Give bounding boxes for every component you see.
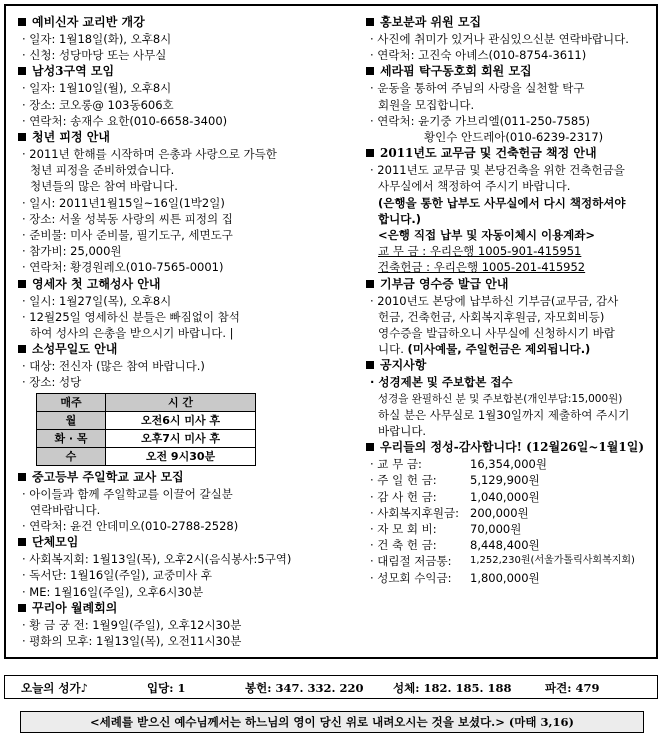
text-line: · 연락처: 고진숙 아녜스(010-8754-3611) (370, 48, 587, 63)
text-line: 성경을 완필하신 분 및 주보합본(개인부담:15,000원) (378, 392, 623, 405)
section-title: 청년 피정 안내 (16, 129, 338, 146)
section-title: 중고등부 주일학교 교사 모집 (16, 469, 338, 486)
offerings-list (364, 456, 654, 586)
offering-row (364, 521, 654, 537)
hymn-bar (4, 675, 658, 699)
offering-label: · 대림절 저금통: (370, 554, 452, 569)
announcement-subtitle: · 성경제본 및 주보합본 접수 (370, 375, 513, 390)
square-bullet-icon (366, 280, 374, 288)
exclusion-note: (미사예물, 주일헌금은 제외됩니다.) (407, 342, 591, 357)
text-line: · 장소: 코오롱@ 103동606호 (22, 97, 174, 112)
section-donation-receipt (364, 276, 654, 358)
offering-label: · 주 일 헌 금: (370, 473, 437, 488)
square-bullet-icon (18, 538, 26, 546)
text-line: · 12월25일 영세하신 분들은 빠짐없이 참석 (22, 309, 240, 324)
section-dues-building-fund (364, 145, 654, 275)
offering-amount: 1,252,230원(서울가톨릭사회복지회) (470, 555, 635, 567)
table-row (37, 447, 256, 465)
text-line: 청년들의 많은 참여 바랍니다. (30, 179, 178, 194)
offering-label: · 사회복지후원금: (370, 505, 459, 520)
notice-text: 합니다.) (378, 211, 421, 226)
section-curia-meeting (16, 600, 338, 649)
bank-accounts-title: <은행 직접 납부 및 자동이체시 이용계좌> (378, 228, 596, 243)
offering-amount: 1,800,000원 (470, 570, 540, 585)
square-bullet-icon (18, 604, 26, 612)
section-title: 2011년도 교무금 및 건축헌금 책정 안내 (364, 145, 654, 162)
offering-row (364, 570, 654, 586)
table-cell-day: 수 (37, 447, 106, 465)
left-column (16, 14, 338, 649)
square-bullet-icon (18, 280, 26, 288)
text-line: · 아이들과 함께 주일학교를 이끌어 갈실분 (22, 486, 233, 501)
offering-amount: 16,354,000원 (470, 457, 547, 472)
text-line: · 참가비: 25,000원 (22, 244, 122, 259)
table-cell-time: 오전6시 미사 후 (106, 411, 256, 429)
section-first-confession (16, 276, 338, 342)
text-line: · 사회복지회: 1월13일(목), 오후2시(음식봉사:5구역) (22, 552, 292, 567)
offering-row (364, 472, 654, 488)
text-line: · ME: 1월16일(주일), 오후6시30분 (22, 584, 204, 599)
section-announcements (364, 357, 654, 439)
offering-row (364, 537, 654, 553)
text-line: · 평화의 모후: 1월13일(목), 오전11시30분 (22, 634, 242, 649)
text-line: · 2010년도 본당에 납부하신 기부금(교무금, 감사 (370, 293, 619, 308)
section-title: 꾸리아 월례회의 (16, 600, 338, 617)
text-line: · 운동을 통하여 주님의 사랑을 실천할 탁구 (370, 81, 585, 96)
section-mens-district-meeting (16, 63, 338, 129)
section-sunday-school-teachers (16, 469, 338, 535)
offering-label: · 교 무 금: (370, 457, 422, 472)
section-title: 우리들의 정성-감사합니다! (12월26일~1월1일) (364, 439, 654, 456)
right-column (364, 14, 654, 586)
section-table-tennis-club (364, 63, 654, 145)
offering-label: · 자 모 회 비: (370, 522, 437, 537)
hymn-offertory: 봉헌: 347. 332. 220 (245, 681, 364, 695)
text-line: · 일자: 1월18일(화), 오후8시 (22, 32, 172, 46)
text-line: · 연락처: 윤기중 가브리엘(011-250-7585) (370, 113, 591, 128)
table-row (37, 411, 256, 429)
section-title: 홍보분과 위원 모집 (364, 14, 654, 31)
section-liturgy-of-hours (16, 341, 338, 465)
scripture-verse: <세례를 받으신 예수님께서는 하느님의 영이 당신 위로 내려오시는 것을 보셨다.> (마태 3,16) (20, 711, 644, 733)
table-cell-day: 월 (37, 411, 106, 429)
text-line: · 장소: 서울 성북동 사랑의 씨튼 피정의 집 (22, 211, 233, 226)
text-line: · 독서단: 1월16일(주일), 교중미사 후 (22, 568, 213, 583)
text-line: · 연락처: 황경원레오(010-7565-0001) (22, 260, 224, 275)
text-line: 바랍니다. (378, 424, 427, 439)
offering-label: · 성모회 수익금: (370, 570, 452, 585)
text-line: · 2011년 한해를 시작하며 은총과 사랑으로 가득한 (22, 147, 277, 162)
square-bullet-icon (366, 67, 374, 75)
offering-row (364, 456, 654, 472)
table-cell-day: 화 · 목 (37, 429, 106, 447)
notice-text: (은행을 통한 납부도 사무실에서 다시 책정하셔야 (378, 195, 626, 210)
text-line: · 일시: 2011년1월15일~16일(1박2일) (22, 195, 225, 210)
square-bullet-icon (18, 133, 26, 141)
table-row (37, 429, 256, 447)
square-bullet-icon (18, 67, 26, 75)
bank-account-line: 건축헌금 : 우리은행 1005-201-415952 (378, 260, 586, 275)
section-title: 남성3구역 모임 (16, 63, 338, 80)
bank-account-line: 교 무 금 : 우리은행 1005-901-415951 (378, 244, 582, 259)
section-title: 기부금 영수증 발급 안내 (364, 276, 654, 293)
table-header-row (37, 393, 256, 411)
text-line: · 연락처: 윤건 안데미오(010-2788-2528) (22, 519, 239, 534)
text-line: · 연락처: 송재수 요한(010-6658-3400) (22, 113, 228, 128)
offering-row (364, 505, 654, 521)
text-line: · 대상: 전신자 (많은 참여 바랍니다.) (22, 359, 205, 374)
schedule-table (36, 393, 256, 466)
section-catechumen-class (16, 14, 338, 63)
offering-amount: 1,040,000원 (470, 489, 540, 504)
square-bullet-icon (18, 473, 26, 481)
text-line: · 신청: 성당마당 또는 사무실 (22, 48, 167, 63)
square-bullet-icon (18, 18, 26, 26)
text-line: 하실 분은 사무실로 1월30일까지 제출하여 주시기 (378, 407, 630, 422)
section-title: 소성무일도 안내 (16, 341, 338, 358)
square-bullet-icon (366, 443, 374, 451)
hymn-dismissal: 파견: 479 (545, 681, 600, 695)
section-title: 세라핌 탁구동호회 회원 모집 (364, 63, 654, 80)
section-title: 예비신자 교리반 개강 (16, 14, 338, 31)
text-line: 니다. (미사예물, 주일헌금은 제외됩니다.) (378, 342, 591, 357)
section-youth-retreat (16, 129, 338, 276)
square-bullet-icon (366, 18, 374, 26)
text-line: 헌금, 건축헌금, 사회복지후원금, 자모회비등) (378, 309, 605, 324)
text-line: · 일시: 1월27일(목), 오후8시 (22, 293, 172, 308)
offering-amount: 70,000원 (470, 522, 522, 537)
section-title: 영세자 첫 고해성사 안내 (16, 276, 338, 293)
offering-amount: 5,129,900원 (470, 473, 540, 488)
hymn-title: 오늘의 성가♪ (21, 681, 88, 695)
table-cell-time: 오전 9시30분 (106, 447, 256, 465)
text-line: · 황 금 궁 전: 1월9일(주일), 오후12시30분 (22, 617, 242, 632)
section-title: 단체모임 (16, 534, 338, 551)
offering-amount: 8,448,400원 (470, 538, 540, 553)
text-line: 회원을 모집합니다. (378, 97, 475, 112)
text-line: 청년 피정을 준비하였습니다. (30, 163, 175, 178)
section-group-meetings (16, 534, 338, 600)
text-line: · 일자: 1월10일(월), 오후8시 (22, 81, 172, 96)
square-bullet-icon (366, 149, 374, 157)
offering-label: · 감 사 헌 금: (370, 489, 437, 504)
text-line: 연락바랍니다. (30, 502, 101, 517)
bulletin-frame (4, 4, 658, 659)
text-line: · 2011년도 교무금 및 본당건축을 위한 건축헌금을 (370, 163, 625, 178)
square-bullet-icon (366, 361, 374, 369)
hymn-entry: 입당: 1 (147, 681, 186, 695)
offering-row (364, 553, 654, 569)
table-cell-time: 오후7시 미사 후 (106, 429, 256, 447)
text-line: 황인수 안드레아(010-6239-2317) (424, 130, 604, 145)
text-line: · 사진에 취미가 있거나 관심있으신분 연락바랍니다. (370, 32, 629, 46)
offering-amount: 200,000원 (470, 505, 529, 520)
text-line: · 장소: 성당 (22, 375, 82, 390)
offering-label: · 건 축 헌 금: (370, 538, 437, 553)
offering-row (364, 489, 654, 505)
square-bullet-icon (18, 345, 26, 353)
section-title: 공지사항 (364, 357, 654, 374)
hymn-communion: 성체: 182. 185. 188 (393, 681, 512, 695)
table-header-time: 시 간 (106, 393, 256, 411)
text-line: 하여 성사의 은총을 받으시기 바랍니다. | (30, 326, 234, 341)
text-line: 영수증을 발급하오니 사무실에 신청하시기 바랍 (378, 326, 615, 341)
text-line: 사무실에서 책정하여 주시기 바랍니다. (378, 179, 571, 194)
section-offerings-report (364, 439, 654, 586)
text-line: · 준비물: 미사 준비물, 필기도구, 세면도구 (22, 228, 233, 243)
section-pr-committee (364, 14, 654, 63)
table-header-weekly: 매주 (37, 393, 106, 411)
